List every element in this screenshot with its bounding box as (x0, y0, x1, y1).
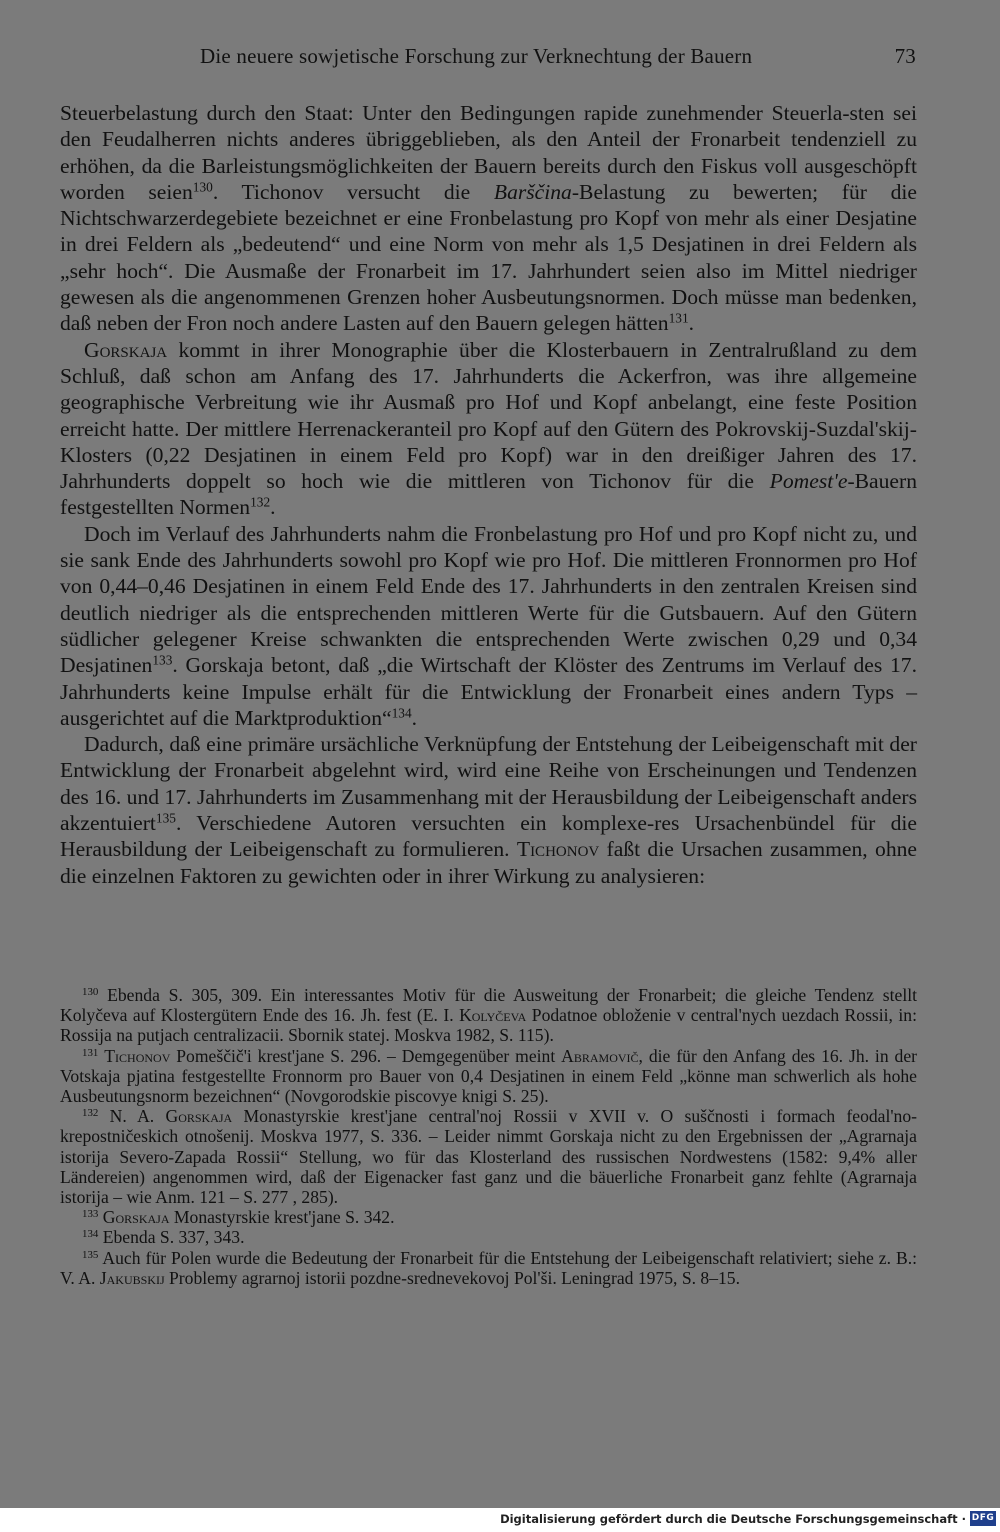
footnote-ref: 132 (250, 495, 271, 511)
paragraph (60, 731, 917, 889)
text-run: Auch für Polen wurde die Bedeutung der Fronarbeit für die Entstehung der Leibeigenschaft relativiert; siehe z. B.: V. A. (60, 1247, 917, 1288)
text-run: kommt in ihrer Monographie über die Klosterbauern in Zentralrußland zu dem Schluß, daß schon am Anfang des 17. Jahrhunderts die Ackerfron, was ihre allgemeine geographische Verbreitung wie ihr Ausmaß pro Hof und Kopf anbelangt, eine feste Position erreicht hatte. Der mittlere Herrenackeranteil pro Kopf auf den Gütern des Pokrovskij-Suzdal'skij-Klosters (0,22 Desjatinen in einem Feld pro Kopf) war in den dreißiger Jahren des 17. Jahrhunderts doppelt so hoch wie die mittleren von Tichonov für die (60, 337, 917, 494)
text-run: Problemy agrarnoj istorii pozdne-srednevekovoj Pol'ši. Leningrad 1975, S. 8–15. (164, 1267, 740, 1288)
author-name: Kolyčeva (459, 1005, 527, 1026)
author-name: Tichonov (104, 1045, 171, 1066)
author-name: Tichonov (516, 837, 600, 862)
author-name: Abramovič (561, 1045, 639, 1066)
footnote (60, 1046, 917, 1107)
text-run: Monastyrskie krest'jane central'noj Rossii v XVII v. O suščnosti i formach feodal'no-krepostničeskich otnošenij. Moskva 1977, S. 336. – Leider nimmt Gorskaja nicht zu den Ergebnissen der „Agrarnaja istorija Severo-Zapada Rossii“ Stellung, wo für das Klosterland des russischen Nordwestens (1582: 9,4% aller Ländereien) angenommen wird, daß der Eigenacker fast ganz und die bäuerliche Fronarbeit ganz fehlte (Agrarnaja istorija – wie Anm. 121 – S. 277 , 285). (60, 1106, 917, 1208)
text-run: -Belastung zu bewerten; für die Nichtschwarzerdegebiete bezeichnet er eine Fronbelastung pro Kopf von mehr als einer Desjatine in drei Feldern als „bedeutend“ und eine Norm von mehr als 1,5 Desjatinen in drei Feldern als „sehr hoch“. Die Ausmaße der Fronarbeit im 17. Jahrhundert seien also im Mittel niedriger gewesen als die angenommenen Grenzen hoher Ausbeutungsnormen. Doch müsse man bedenken, daß neben der Fron noch andere Lasten auf den Bauern gelegen hätten (60, 179, 917, 336)
text-run: Pomeščič'i krest'jane S. 296. – Demgegenüber meint (170, 1045, 562, 1066)
text-run: . (411, 705, 418, 730)
paragraph (60, 337, 917, 521)
page-number: 73 (894, 44, 916, 68)
footnote-number: 134 (82, 1228, 99, 1241)
footnote-number: 131 (82, 1046, 99, 1059)
text-run: Monastyrskie krest'jane S. 342. (169, 1207, 395, 1228)
footnote-ref: 135 (155, 810, 176, 826)
text-run: N. A. (98, 1106, 166, 1127)
footnote-ref: 131 (668, 311, 689, 327)
funding-credit: Digitalisierung gefördert durch die Deutsche Forschungsgemeinschaft · (500, 1512, 966, 1526)
italic-term: Barščina (493, 179, 572, 204)
text-run: Ebenda S. 337, 343. (98, 1227, 245, 1248)
text-run: Dadurch, daß eine primäre ursächliche Verknüpfung der Entstehung der Leibeigenschaft mit der Entwicklung der Fronarbeit abgelehnt wird, wird eine Reihe von Erscheinungen und Tendenzen des 16. und 17. Jahrhunderts im Zusammenhang mit der Herausbildung der Leibeigenschaft anders akzentuiert (60, 732, 917, 836)
text-run: . (270, 495, 276, 520)
text-run: . Tichonov versucht die (212, 179, 494, 204)
text-run: , die für den Anfang des 16. Jh. in der Votskaja pjatina festgestellte Fronnorm pro Bauer von 0,4 Desjatinen in einem Feld „könne man schwerlich als hohe Ausbeutungsnorm bezeichnen“ (Novgorodskie piscovye knigi S. 25). (60, 1045, 917, 1107)
author-name: Gorskaja (165, 1106, 233, 1127)
text-run: . Gorskaja betont, daß „die Wirtschaft der Klöster des Zentrums im Verlauf des 17. Jahrhunderts keine Impulse erhält für die Entwicklung der Fronarbeit eines andern Typs – ausgerichtet auf die Marktproduktion“ (60, 653, 917, 730)
text-run: . (688, 311, 695, 336)
author-name: Jakubskij (99, 1267, 165, 1288)
footnote (60, 1227, 917, 1247)
footnote (60, 985, 917, 1046)
italic-term: Pomest'e (769, 469, 848, 494)
footnote-number: 130 (82, 986, 99, 998)
paragraph (60, 521, 917, 731)
text-run: . Verschiedene Autoren versuchten ein komplexe-res Ursachenbündel für die Herausbildung der Leibeigenschaft zu formulieren. (60, 811, 917, 862)
paragraph (60, 100, 917, 337)
footnote-ref: 130 (192, 179, 213, 195)
footnote (60, 1106, 917, 1207)
text-run: faßt die Ursachen zusammen, ohne die einzelnen Faktoren zu gewichten oder in ihrer Wirkung zu analysieren: (60, 837, 917, 888)
text-run: Ebenda S. 305, 309. Ein interessantes Motiv für die Ausweitung der Fronarbeit; die gleiche Tendenz stellt Kolyčeva auf Klostergütern Ende des 16. Jh. fest (E. I. (60, 985, 917, 1026)
footnote-ref: 134 (391, 705, 412, 721)
text-run: -Bauern festgestellten Normen (60, 469, 917, 520)
footnote (60, 1248, 917, 1288)
footnote-number: 132 (82, 1107, 99, 1120)
text-run: Doch im Verlauf des Jahrhunderts nahm die Fronbelastung pro Hof und pro Kopf nicht zu, und sie sank Ende des Jahrhunderts sowohl pro Kopf wie pro Hof. Die mittleren Fronnormen pro Hof von 0,44–0,46 Desjatinen in einem Feld Ende des 17. Jahrhunderts in den zentralen Kreisen sind deutlich niedriger als die entsprechenden mittleren Werte für die Gutsbauern. Auf den Gütern südlicher gelegener Kreise schwankten die entsprechenden Werte zwischen 0,29 und 0,34 Desjatinen (60, 521, 917, 678)
text-run: Podatnoe obloženie v central'nych uezdach Rossii, in: Rossija na putjach centralizacii. Sbornik statej. Moskva 1982, S. 115). (60, 1005, 917, 1046)
footnote-ref: 133 (152, 652, 173, 668)
text-run: Steuerbelastung durch den Staat: Unter den Bedingungen rapide zunehmender Steuerla-sten sei den Feudalherren nichts anderes übriggeblieben, als den Anteil der Fronarbeit tendenziell zu erhöhen, da die Barleistungsmöglichkeiten der Bauern bereits durch den Fiskus voll ausgeschöpft worden seien (60, 101, 917, 204)
footnote-number: 135 (82, 1248, 99, 1261)
footnotes (60, 985, 917, 1288)
author-name: Gorskaja (102, 1207, 170, 1228)
running-title: Die neuere sowjetische Forschung zur Verknechtung der Bauern (200, 44, 753, 68)
footnote-number: 133 (82, 1208, 99, 1221)
dfg-logo-icon: DFG (970, 1511, 996, 1526)
author-name: Gorskaja (84, 337, 168, 362)
body-text (60, 100, 917, 889)
page-header (60, 40, 916, 72)
credit-bar (0, 1508, 1000, 1532)
footnote (60, 1207, 917, 1227)
